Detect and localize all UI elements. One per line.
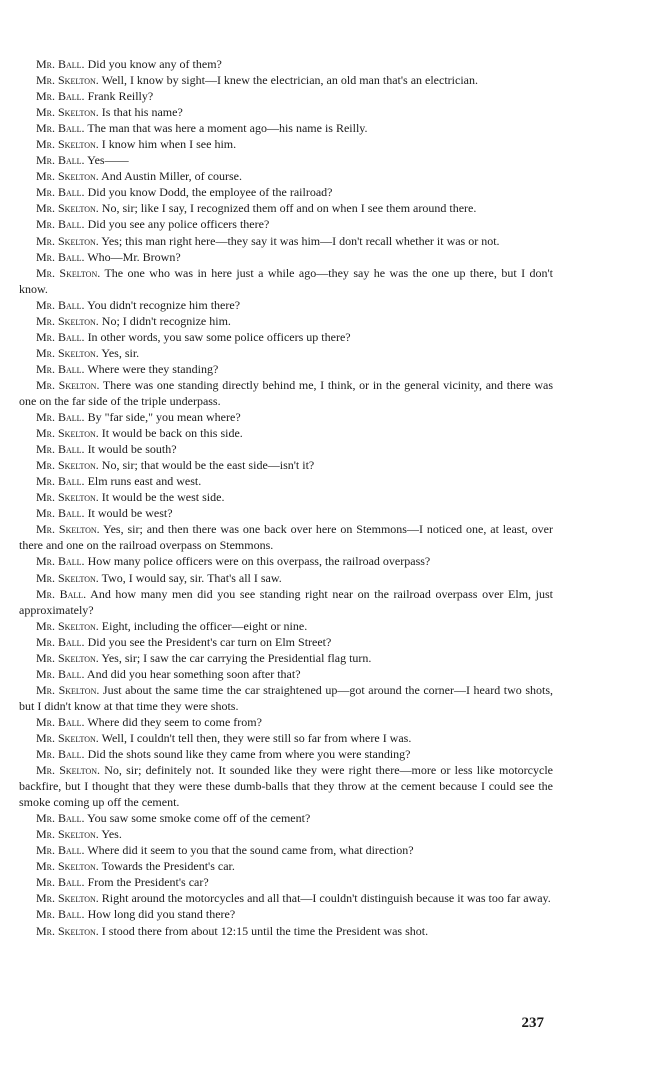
testimony-line	[19, 441, 553, 457]
speaker-label: Mr. Skelton.	[36, 265, 101, 280]
testimony-line	[19, 489, 553, 505]
testimony-line	[19, 618, 553, 634]
speech-text: The man that was here a moment ago—his name is Reilly.	[84, 121, 368, 136]
testimony-line	[19, 425, 553, 441]
speaker-label: Mr. Skelton.	[36, 827, 99, 842]
speech-text: Well, I know by sight—I knew the electrician, an old man that's an electrician.	[98, 73, 478, 88]
testimony-line	[19, 858, 553, 874]
testimony-line	[19, 890, 553, 906]
speech-text: Did you know any of them?	[84, 57, 222, 71]
speaker-label: Mr. Ball.	[36, 811, 85, 826]
speaker-label: Mr. Ball.	[36, 217, 85, 232]
speech-text: Two, I would say, sir. That's all I saw.	[98, 570, 282, 585]
testimony-line	[19, 650, 553, 666]
speaker-label: Mr. Ball.	[36, 875, 85, 890]
testimony-line	[19, 553, 553, 569]
speech-text: Yes——	[84, 153, 129, 168]
testimony-line	[19, 377, 553, 409]
testimony-line	[19, 810, 553, 826]
speech-text: In other words, you saw some police officers up there?	[84, 329, 351, 344]
testimony-line	[19, 505, 553, 521]
speaker-label: Mr. Ball.	[36, 185, 85, 200]
speaker-label: Mr. Skelton.	[36, 522, 100, 537]
speech-text: It would be south?	[84, 442, 177, 457]
testimony-line	[19, 634, 553, 650]
speech-text: You saw some smoke come off of the cement?	[84, 811, 311, 826]
speaker-label: Mr. Ball.	[36, 121, 85, 136]
testimony-line	[19, 409, 553, 425]
testimony-line	[19, 906, 553, 922]
speech-text: Yes, sir; I saw the car carrying the Presidential flag turn.	[98, 650, 372, 665]
speech-text: It would be back on this side.	[98, 426, 243, 441]
speech-text: There was one standing directly behind me, I think, or in the general vicinity, and there was one on the far side of the triple underpass.	[19, 377, 554, 408]
speaker-label: Mr. Ball.	[36, 907, 85, 922]
testimony-line	[19, 666, 553, 682]
speaker-label: Mr. Skelton.	[36, 763, 100, 778]
speaker-label: Mr. Ball.	[36, 666, 85, 681]
testimony-line	[19, 746, 553, 762]
speech-text: And how many men did you see standing right near on the railroad overpass over Elm, just approximately?	[19, 586, 553, 617]
speech-text: I know him when I see him.	[98, 137, 237, 152]
testimony-line	[19, 923, 553, 939]
testimony-line	[19, 473, 553, 489]
speech-text: Who—Mr. Brown?	[84, 249, 181, 264]
speech-text: Eight, including the officer—eight or nine.	[98, 618, 308, 633]
speech-text: I stood there from about 12:15 until the time the President was shot.	[98, 923, 429, 938]
speech-text: No, sir; definitely not. It sounded like they were right there—more or less like motorcycle backfire, but I thought that they were these dumb-balls that they throw at the cement because I could see the smoke coming up off the cement.	[19, 763, 553, 810]
speech-text: Just about the same time the car straightened up—got around the corner—I heard two shots, but I didn't know at that time they were shots.	[19, 682, 553, 713]
testimony-line	[19, 72, 553, 88]
speech-text: Where did it seem to you that the sound came from, what direction?	[84, 843, 414, 858]
testimony-line	[19, 762, 553, 810]
speech-text: Yes, sir; and then there was one back over here on Stemmons—I noticed one, at least, over there and one on the railroad overpass on Stemmons.	[19, 522, 554, 553]
speech-text: No, sir; like I say, I recognized them off and on when I see them around there.	[98, 201, 477, 216]
testimony-line	[19, 586, 553, 618]
testimony-line	[19, 345, 553, 361]
speech-text: By "far side," you mean where?	[84, 410, 241, 425]
speaker-label: Mr. Skelton.	[36, 859, 99, 874]
speaker-label: Mr. Skelton.	[36, 345, 99, 360]
testimony-line	[19, 313, 553, 329]
speech-text: No; I didn't recognize him.	[98, 313, 231, 328]
testimony-line	[19, 184, 553, 200]
speech-text: Is that his name?	[98, 105, 183, 120]
speaker-label: Mr. Ball.	[36, 506, 85, 521]
speaker-label: Mr. Skelton.	[36, 891, 99, 906]
testimony-line	[19, 136, 553, 152]
speech-text: Well, I couldn't tell then, they were still so far from where I was.	[98, 730, 412, 745]
speaker-label: Mr. Ball.	[36, 329, 85, 344]
speech-text: It would be west?	[84, 506, 173, 521]
speech-text: You didn't recognize him there?	[84, 297, 241, 312]
testimony-line	[19, 329, 553, 345]
speech-text: Elm runs east and west.	[84, 474, 202, 489]
testimony-line	[19, 457, 553, 473]
speaker-label: Mr. Skelton.	[36, 201, 99, 216]
speaker-label: Mr. Skelton.	[36, 730, 99, 745]
testimony-line	[19, 521, 553, 553]
testimony-line	[19, 874, 553, 890]
testimony-line	[19, 104, 553, 120]
testimony-line	[19, 120, 553, 136]
testimony-line	[19, 361, 553, 377]
testimony-line	[19, 233, 553, 249]
speaker-label: Mr. Skelton.	[36, 233, 99, 248]
testimony-line	[19, 152, 553, 168]
speech-text: Yes, sir.	[98, 345, 140, 360]
testimony-line	[19, 56, 553, 72]
speaker-label: Mr. Ball.	[36, 554, 85, 569]
speaker-label: Mr. Skelton.	[36, 137, 99, 152]
speaker-label: Mr. Ball.	[36, 843, 85, 858]
page-number: 237	[521, 1015, 544, 1031]
speaker-label: Mr. Skelton.	[36, 169, 99, 184]
speech-text: How long did you stand there?	[84, 907, 236, 922]
testimony-line	[19, 842, 553, 858]
speaker-label: Mr. Ball.	[36, 474, 85, 489]
speaker-label: Mr. Skelton.	[36, 650, 99, 665]
speaker-label: Mr. Skelton.	[36, 458, 99, 473]
speaker-label: Mr. Ball.	[36, 410, 85, 425]
speaker-label: Mr. Ball.	[36, 361, 85, 376]
transcript-text	[19, 56, 553, 939]
speech-text: Did you see any police officers there?	[84, 217, 270, 232]
speech-text: Yes.	[98, 827, 122, 842]
speaker-label: Mr. Skelton.	[36, 377, 100, 392]
speech-text: Did you see the President's car turn on Elm Street?	[84, 634, 332, 649]
speech-text: How many police officers were on this overpass, the railroad overpass?	[84, 554, 431, 569]
speaker-label: Mr. Skelton.	[36, 682, 100, 697]
speech-text: No, sir; that would be the east side—isn't it?	[98, 458, 315, 473]
speech-text: It would be the west side.	[98, 490, 225, 505]
testimony-line	[19, 730, 553, 746]
speech-text: Yes; this man right here—they say it was him—I don't recall whether it was or not.	[98, 233, 500, 248]
speaker-label: Mr. Skelton.	[36, 570, 99, 585]
speaker-label: Mr. Skelton.	[36, 426, 99, 441]
speaker-label: Mr. Skelton.	[36, 105, 99, 120]
speaker-label: Mr. Skelton.	[36, 73, 99, 88]
speaker-label: Mr. Ball.	[36, 249, 85, 264]
speaker-label: Mr. Ball.	[36, 89, 85, 104]
speech-text: Towards the President's car.	[98, 859, 235, 874]
speech-text: Where were they standing?	[84, 361, 219, 376]
testimony-line	[19, 297, 553, 313]
speaker-label: Mr. Ball.	[36, 586, 87, 601]
speaker-label: Mr. Ball.	[36, 153, 85, 168]
speaker-label: Mr. Ball.	[36, 442, 85, 457]
testimony-line	[19, 265, 553, 297]
testimony-line	[19, 826, 553, 842]
speaker-label: Mr. Skelton.	[36, 490, 99, 505]
testimony-line	[19, 570, 553, 586]
speaker-label: Mr. Skelton.	[36, 923, 99, 938]
testimony-line	[19, 200, 553, 216]
speech-text: Did the shots sound like they came from where you were standing?	[84, 747, 411, 762]
speech-text: And did you hear something soon after that?	[84, 666, 301, 681]
speaker-label: Mr. Ball.	[36, 57, 85, 71]
speech-text: Right around the motorcycles and all that—I couldn't distinguish because it was too far away.	[98, 891, 551, 906]
testimony-line	[19, 216, 553, 232]
speaker-label: Mr. Ball.	[36, 297, 85, 312]
speaker-label: Mr. Ball.	[36, 747, 85, 762]
speech-text: From the President's car?	[84, 875, 209, 890]
speaker-label: Mr. Skelton.	[36, 313, 99, 328]
speaker-label: Mr. Skelton.	[36, 618, 99, 633]
testimony-line	[19, 249, 553, 265]
testimony-line	[19, 682, 553, 714]
speaker-label: Mr. Ball.	[36, 634, 85, 649]
speech-text: Frank Reilly?	[84, 89, 154, 104]
testimony-line	[19, 168, 553, 184]
speech-text: The one who was in here just a while ago—they say he was the one up there, but I don't know.	[19, 265, 554, 296]
speaker-label: Mr. Ball.	[36, 714, 85, 729]
speech-text: And Austin Miller, of course.	[98, 169, 242, 184]
testimony-line	[19, 714, 553, 730]
speech-text: Where did they seem to come from?	[84, 714, 262, 729]
testimony-line	[19, 88, 553, 104]
speech-text: Did you know Dodd, the employee of the railroad?	[84, 185, 333, 200]
